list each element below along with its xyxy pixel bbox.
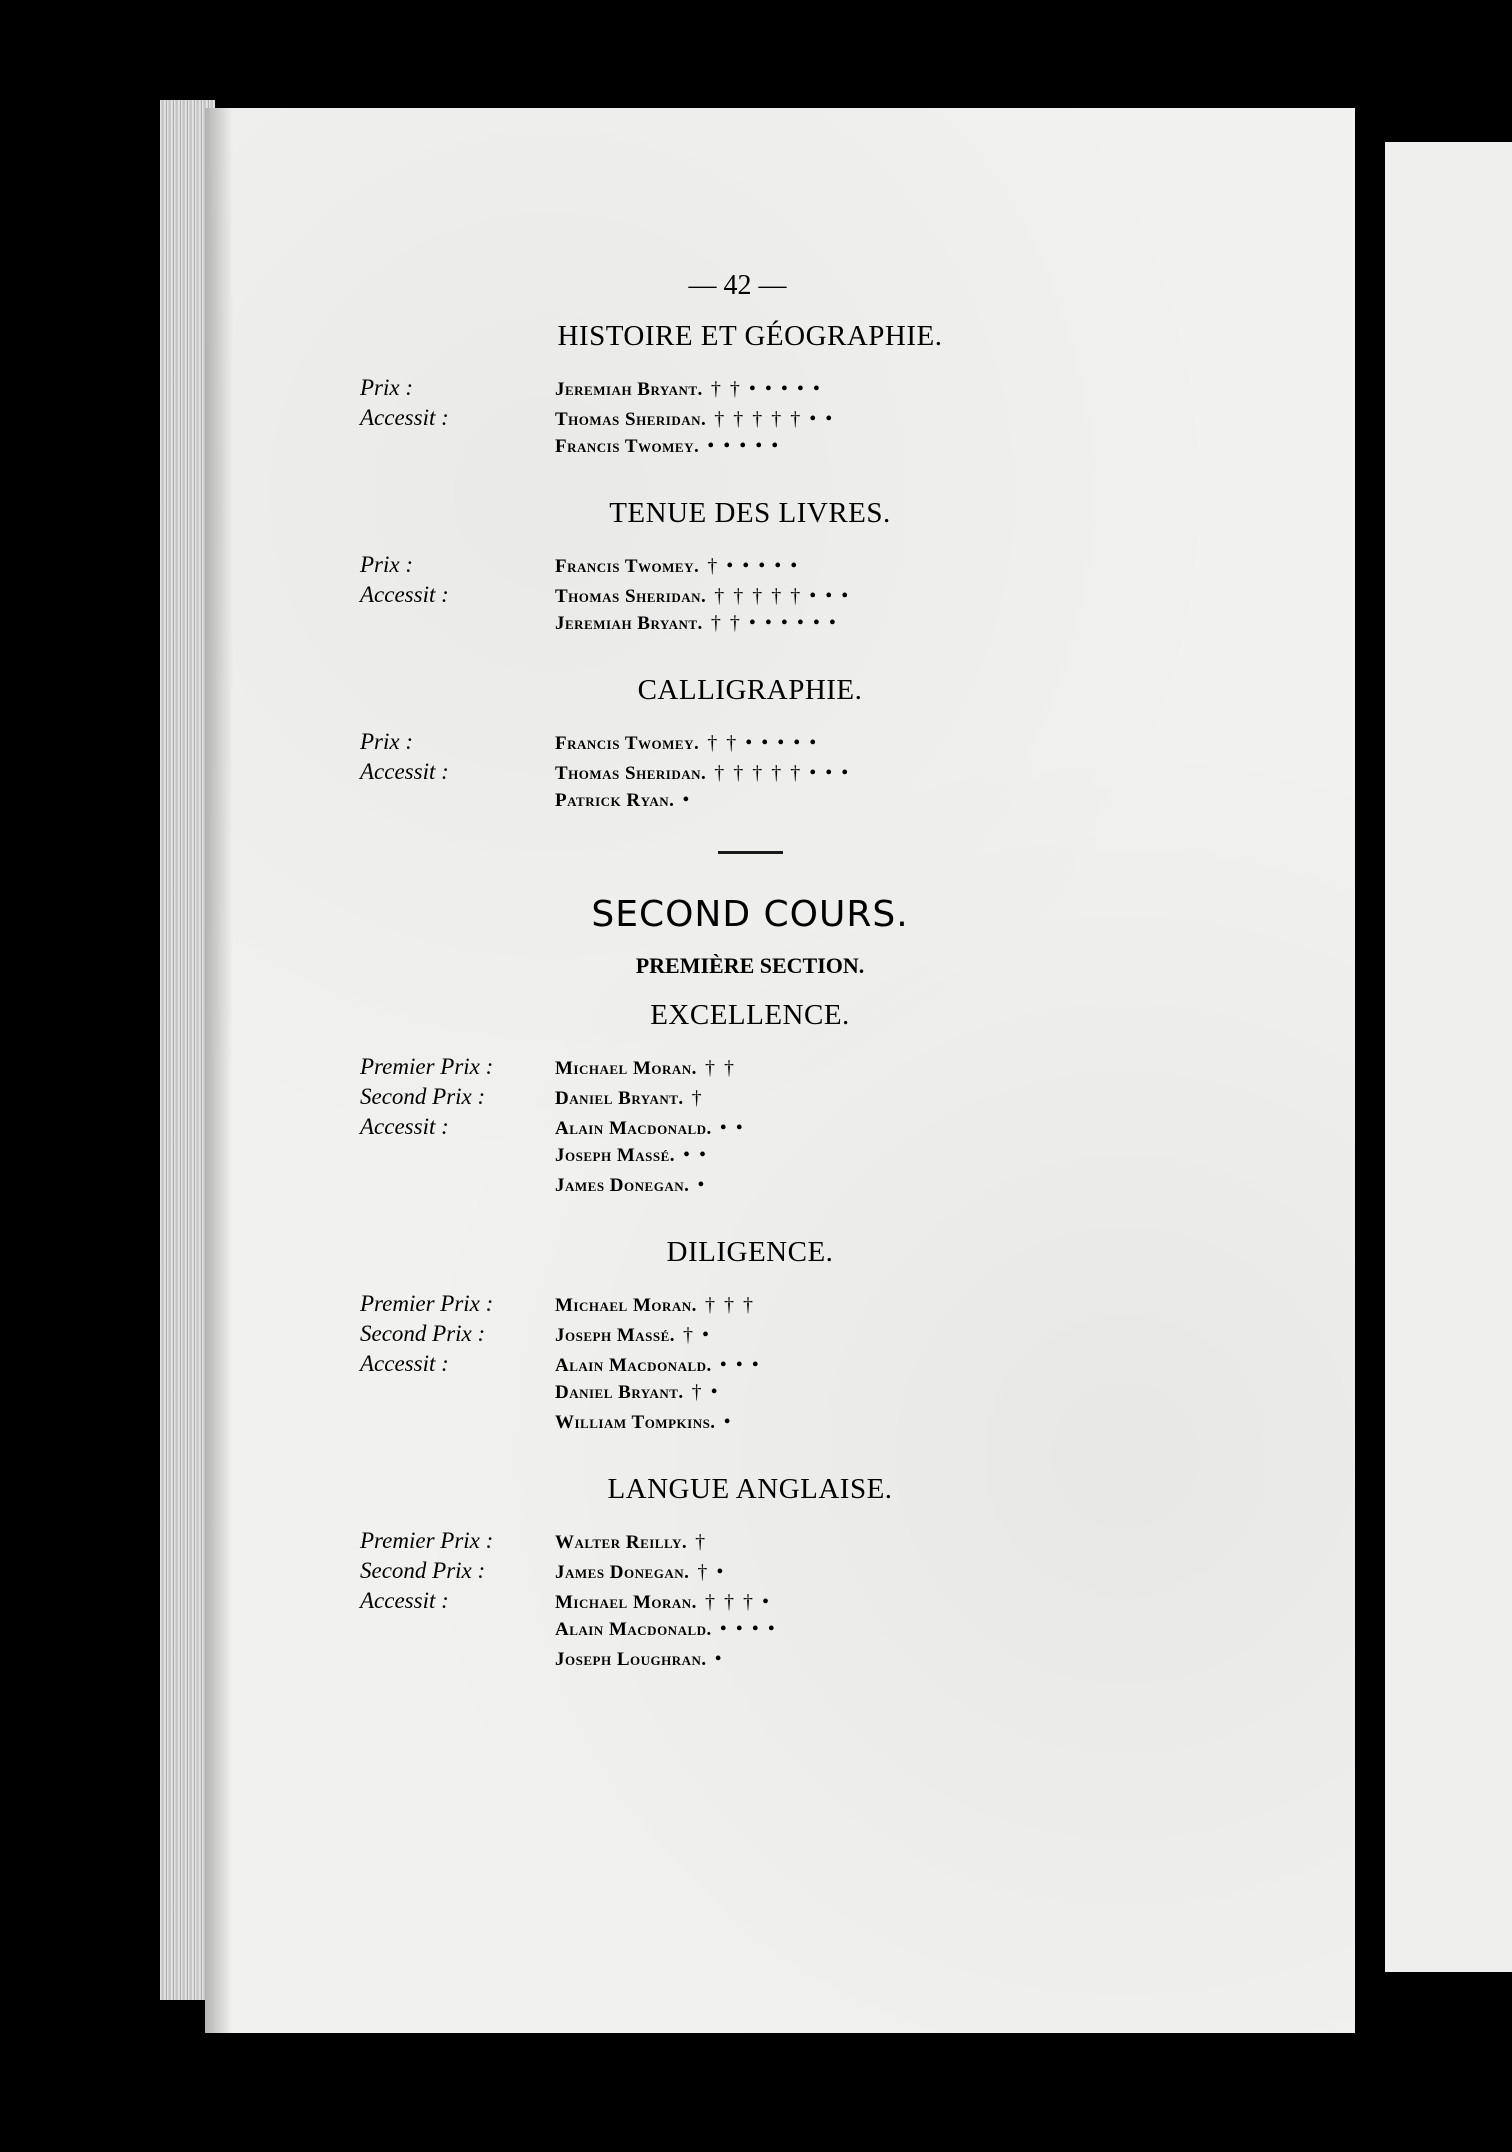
award-row	[360, 1084, 1140, 1114]
divider-rule	[718, 851, 783, 854]
award-role: Premier Prix :	[360, 1291, 494, 1316]
award-role: Premier Prix :	[360, 1054, 494, 1079]
section-title: EXCELLENCE.	[650, 999, 850, 1031]
award-marks: † • • • • •	[707, 555, 800, 577]
award-marks: † † † † † • • •	[714, 585, 851, 607]
award-marks: †	[695, 1531, 708, 1553]
section-title: CALLIGRAPHIE.	[637, 674, 863, 706]
student-name: Walter Reilly.	[555, 1532, 688, 1553]
award-row	[360, 1351, 1140, 1381]
section-diligence	[360, 1236, 1140, 1441]
award-row	[360, 1381, 1140, 1411]
student-name: Thomas Sheridan.	[555, 763, 707, 784]
student-name: Alain Macdonald.	[555, 1118, 712, 1139]
section-histoire	[360, 320, 1140, 465]
student-name: Francis Twomey.	[555, 733, 700, 754]
award-role: Accessit :	[360, 582, 449, 607]
student-name: Francis Twomey.	[555, 436, 700, 457]
section-title: DILIGENCE.	[666, 1236, 834, 1268]
award-role: Prix :	[360, 552, 414, 577]
student-name: Jeremiah Bryant.	[555, 379, 703, 400]
page-content	[360, 270, 1140, 1710]
award-role: Prix :	[360, 375, 414, 400]
award-row	[360, 759, 1140, 789]
award-row	[360, 1054, 1140, 1084]
section-title: TENUE DES LIVRES.	[609, 497, 891, 529]
student-name: Joseph Loughran.	[555, 1649, 707, 1670]
award-marks: † † • • • • • •	[710, 612, 838, 634]
student-name: James Donegan.	[555, 1562, 690, 1583]
student-name: Thomas Sheridan.	[555, 586, 707, 607]
award-row	[360, 1174, 1140, 1204]
award-marks: •	[723, 1411, 733, 1433]
student-name: Patrick Ryan.	[555, 790, 675, 811]
award-row	[360, 435, 1140, 465]
course-title: SECOND COURS.	[591, 894, 909, 935]
award-marks: † † †	[704, 1294, 755, 1316]
award-row	[360, 789, 1140, 819]
student-name: Michael Moran.	[555, 1592, 697, 1613]
award-role: Accessit :	[360, 1351, 449, 1376]
award-marks: † •	[691, 1381, 720, 1403]
award-marks: • • •	[719, 1354, 761, 1376]
award-marks: † †	[704, 1057, 736, 1079]
award-role: Accessit :	[360, 1114, 449, 1139]
award-role: Second Prix :	[360, 1558, 486, 1583]
award-row	[360, 375, 1140, 405]
student-name: Jeremiah Bryant.	[555, 613, 703, 634]
award-row	[360, 582, 1140, 612]
group-1	[360, 320, 1140, 819]
page-number: — 42 —	[688, 270, 787, 301]
award-marks: † † • • • • •	[707, 732, 819, 754]
section-title: LANGUE ANGLAISE.	[607, 1473, 893, 1505]
award-marks: † † † † † • •	[714, 408, 835, 430]
award-row	[360, 1291, 1140, 1321]
award-marks: † •	[683, 1324, 712, 1346]
facing-page	[1385, 142, 1512, 1972]
award-row	[360, 1618, 1140, 1648]
award-marks: † † † † † • • •	[714, 762, 851, 784]
award-row	[360, 552, 1140, 582]
student-name: James Donegan.	[555, 1175, 690, 1196]
award-role: Second Prix :	[360, 1084, 486, 1109]
award-marks: † •	[697, 1561, 726, 1583]
award-role: Second Prix :	[360, 1321, 486, 1346]
student-name: Joseph Massé.	[555, 1325, 676, 1346]
student-name: William Tompkins.	[555, 1412, 716, 1433]
section-title: HISTOIRE ET GÉOGRAPHIE.	[557, 320, 943, 352]
award-row	[360, 1588, 1140, 1618]
student-name: Alain Macdonald.	[555, 1355, 712, 1376]
award-role: Prix :	[360, 729, 414, 754]
award-row	[360, 612, 1140, 642]
award-marks: • • • • •	[707, 435, 781, 457]
section-calligraphie	[360, 674, 1140, 819]
award-marks: • •	[719, 1117, 745, 1139]
award-row	[360, 1144, 1140, 1174]
section-subtitle: PREMIÈRE SECTION.	[635, 953, 865, 978]
award-row	[360, 1411, 1140, 1441]
student-name: Thomas Sheridan.	[555, 409, 707, 430]
student-name: Michael Moran.	[555, 1058, 697, 1079]
group-2	[360, 999, 1140, 1678]
award-row	[360, 1114, 1140, 1144]
award-marks: † † • • • • •	[710, 378, 822, 400]
award-marks: •	[714, 1648, 724, 1670]
section-langue-anglaise	[360, 1473, 1140, 1678]
award-row	[360, 1558, 1140, 1588]
section-tenue	[360, 497, 1140, 642]
award-role: Premier Prix :	[360, 1528, 494, 1553]
award-role: Accessit :	[360, 759, 449, 784]
award-row	[360, 1528, 1140, 1558]
student-name: Joseph Massé.	[555, 1145, 676, 1166]
award-marks: •	[697, 1174, 707, 1196]
student-name: Michael Moran.	[555, 1295, 697, 1316]
award-marks: • •	[683, 1144, 709, 1166]
award-marks: • • • •	[719, 1618, 777, 1640]
student-name: Francis Twomey.	[555, 556, 700, 577]
award-marks: †	[691, 1087, 704, 1109]
award-marks: † † † •	[704, 1591, 771, 1613]
award-row	[360, 729, 1140, 759]
award-row	[360, 1321, 1140, 1351]
student-name: Alain Macdonald.	[555, 1619, 712, 1640]
award-row	[360, 1648, 1140, 1678]
award-role: Accessit :	[360, 1588, 449, 1613]
award-role: Accessit :	[360, 405, 449, 430]
award-marks: •	[682, 789, 692, 811]
student-name: Daniel Bryant.	[555, 1088, 684, 1109]
section-excellence	[360, 999, 1140, 1204]
student-name: Daniel Bryant.	[555, 1382, 684, 1403]
award-row	[360, 405, 1140, 435]
